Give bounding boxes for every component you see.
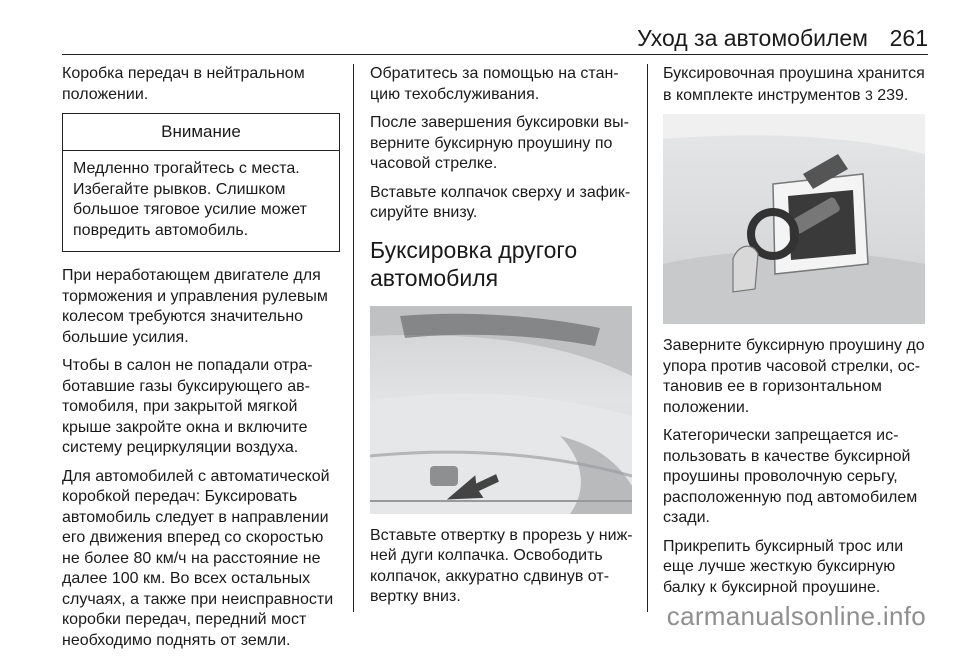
column-3 (663, 64, 927, 606)
paragraph: Обратитесь за помощью на станцию техобслуживания. (370, 65, 619, 103)
towing-eye-drawing (663, 114, 925, 324)
paragraph-text: Буксировочная проушина хранится в комплекте инструментов (663, 65, 925, 104)
column-1 (62, 64, 340, 659)
figure-caption: Вставьте отвертку в прорезь у нижней дуги колпачка. Освободить колпачок, аккуратно сдвинув отвертку вниз. (370, 526, 633, 605)
rear-bumper-illustration (370, 306, 632, 514)
header-divider (62, 54, 928, 55)
paragraph: Для автомобилей с автоматической коробкой передач: Буксировать автомобиль следует в направлении его движения вперед со скоростью не более 80 км/ч на расстояние не далее 100 км. Во всех остальных случаях, а также при неисправности коробки передач, передний мост необходимо поднять от земли. (62, 467, 334, 649)
bumper-drawing (370, 306, 632, 514)
warning-body: Медленно трогайтесь с места. Избегайте рывков. Слишком большое тяговое усилие может повредить автомобиль. (73, 160, 307, 239)
column-2 (370, 64, 634, 616)
warning-title: Внимание (63, 114, 339, 151)
paragraph: Прикрепить буксирный трос или еще лучше жесткую буксирную балку к буксирной проушине. (663, 537, 904, 596)
paragraph: При неработающем двигателе для торможения и управления рулевым колесом требуются значительно большие усилия. (62, 267, 328, 346)
paragraph: Заверните буксирную проушину до упора против часовой стрелки, остановив ее в горизонтальном положении. (663, 337, 925, 416)
paragraph: Вставьте колпачок сверху и зафиксируйте внизу. (370, 183, 631, 221)
page-number: 261 (889, 25, 928, 51)
paragraph: Чтобы в салон не попадали отработавшие газы буксирующего автомобиля, при закрытой мягкой крыше закройте окна и включите систему рециркуляции воздуха. (62, 357, 313, 456)
page-reference: 239. (877, 86, 909, 104)
section-title: Уход за автомобилем (637, 25, 868, 51)
page-reference-icon: 3 (864, 86, 873, 103)
paragraph: Коробка передач в нейтральном положении. (62, 65, 305, 103)
towing-eye-illustration (663, 114, 925, 324)
watermark: carmanualsonline.info (666, 601, 926, 631)
warning-box (62, 113, 340, 252)
column-divider-1 (353, 64, 354, 612)
paragraph (663, 64, 927, 106)
paragraph: Категорически запрещается использовать в качестве буксирной проушины проволочную серьгу, расположенную под автомобилем сзади. (663, 427, 918, 526)
section-heading: Буксировка другого автомобиля (370, 236, 578, 291)
column-divider-2 (647, 64, 648, 612)
paragraph: После завершения буксировки выверните буксирную проушину по часовой стрелке. (370, 114, 629, 172)
